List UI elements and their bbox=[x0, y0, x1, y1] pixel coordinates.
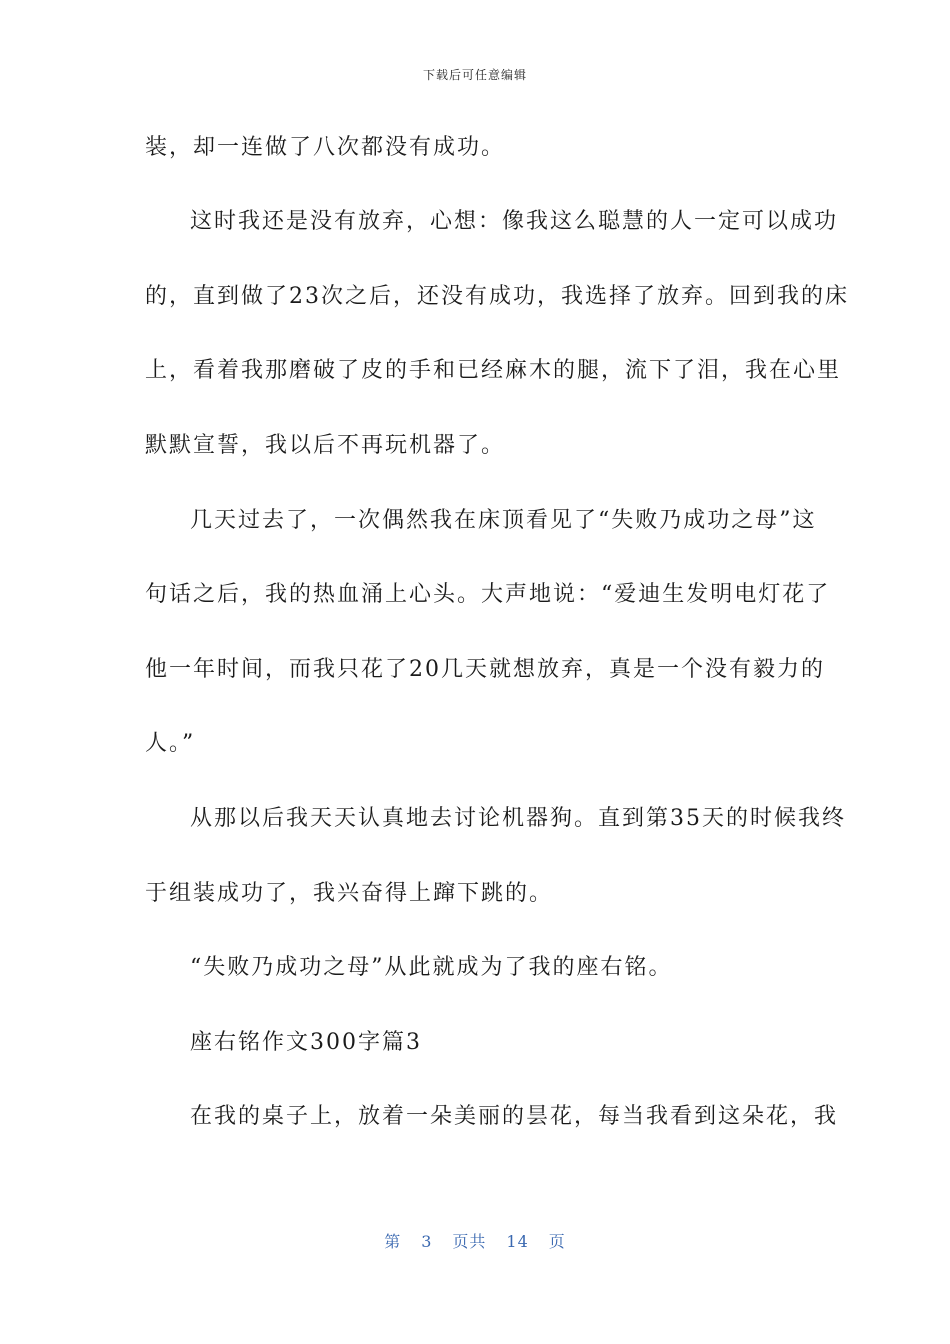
text-line: 这时我还是没有放弃，心想：像我这么聪慧的人一定可以成功 bbox=[190, 209, 839, 234]
text-line: 他一年时间，而我只花了20几天就想放弃，真是一个没有毅力的 bbox=[145, 657, 825, 682]
text-line: 从那以后我天天认真地去讨论机器狗。直到第35天的时候我终 bbox=[190, 806, 846, 831]
text-line: 默默宣誓，我以后不再玩机器了。 bbox=[145, 433, 506, 458]
text-line: “失败乃成功之母”从此就成为了我的座右铭。 bbox=[190, 955, 673, 980]
page-label: 第 bbox=[384, 1232, 402, 1251]
text-line: 在我的桌子上，放着一朵美丽的昙花，每当我看到这朵花，我 bbox=[190, 1104, 839, 1129]
page-footer bbox=[0, 1229, 950, 1252]
total-pages: 14 bbox=[506, 1232, 529, 1251]
text-line: 装，却一连做了八次都没有成功。 bbox=[145, 135, 506, 160]
page-of-label: 页共 bbox=[452, 1232, 487, 1251]
header-note: 下载后可任意编辑 bbox=[422, 68, 527, 82]
text-line: 的，直到做了23次之后，还没有成功，我选择了放弃。回到我的床 bbox=[145, 284, 849, 309]
text-line: 上，看着我那磨破了皮的手和已经麻木的腿，流下了泪，我在心里 bbox=[145, 358, 842, 383]
text-line: 句话之后，我的热血涌上心头。大声地说：“爱迪生发明电灯花了 bbox=[145, 582, 831, 607]
section-heading: 座右铭作文300字篇3 bbox=[190, 1030, 422, 1055]
text-line: 于组装成功了，我兴奋得上蹿下跳的。 bbox=[145, 881, 554, 906]
page-suffix: 页 bbox=[548, 1232, 566, 1251]
text-line: 人。” bbox=[145, 731, 196, 756]
text-line: 几天过去了，一次偶然我在床顶看见了“失败乃成功之母”这 bbox=[190, 508, 817, 533]
page-number: 3 bbox=[421, 1232, 433, 1251]
